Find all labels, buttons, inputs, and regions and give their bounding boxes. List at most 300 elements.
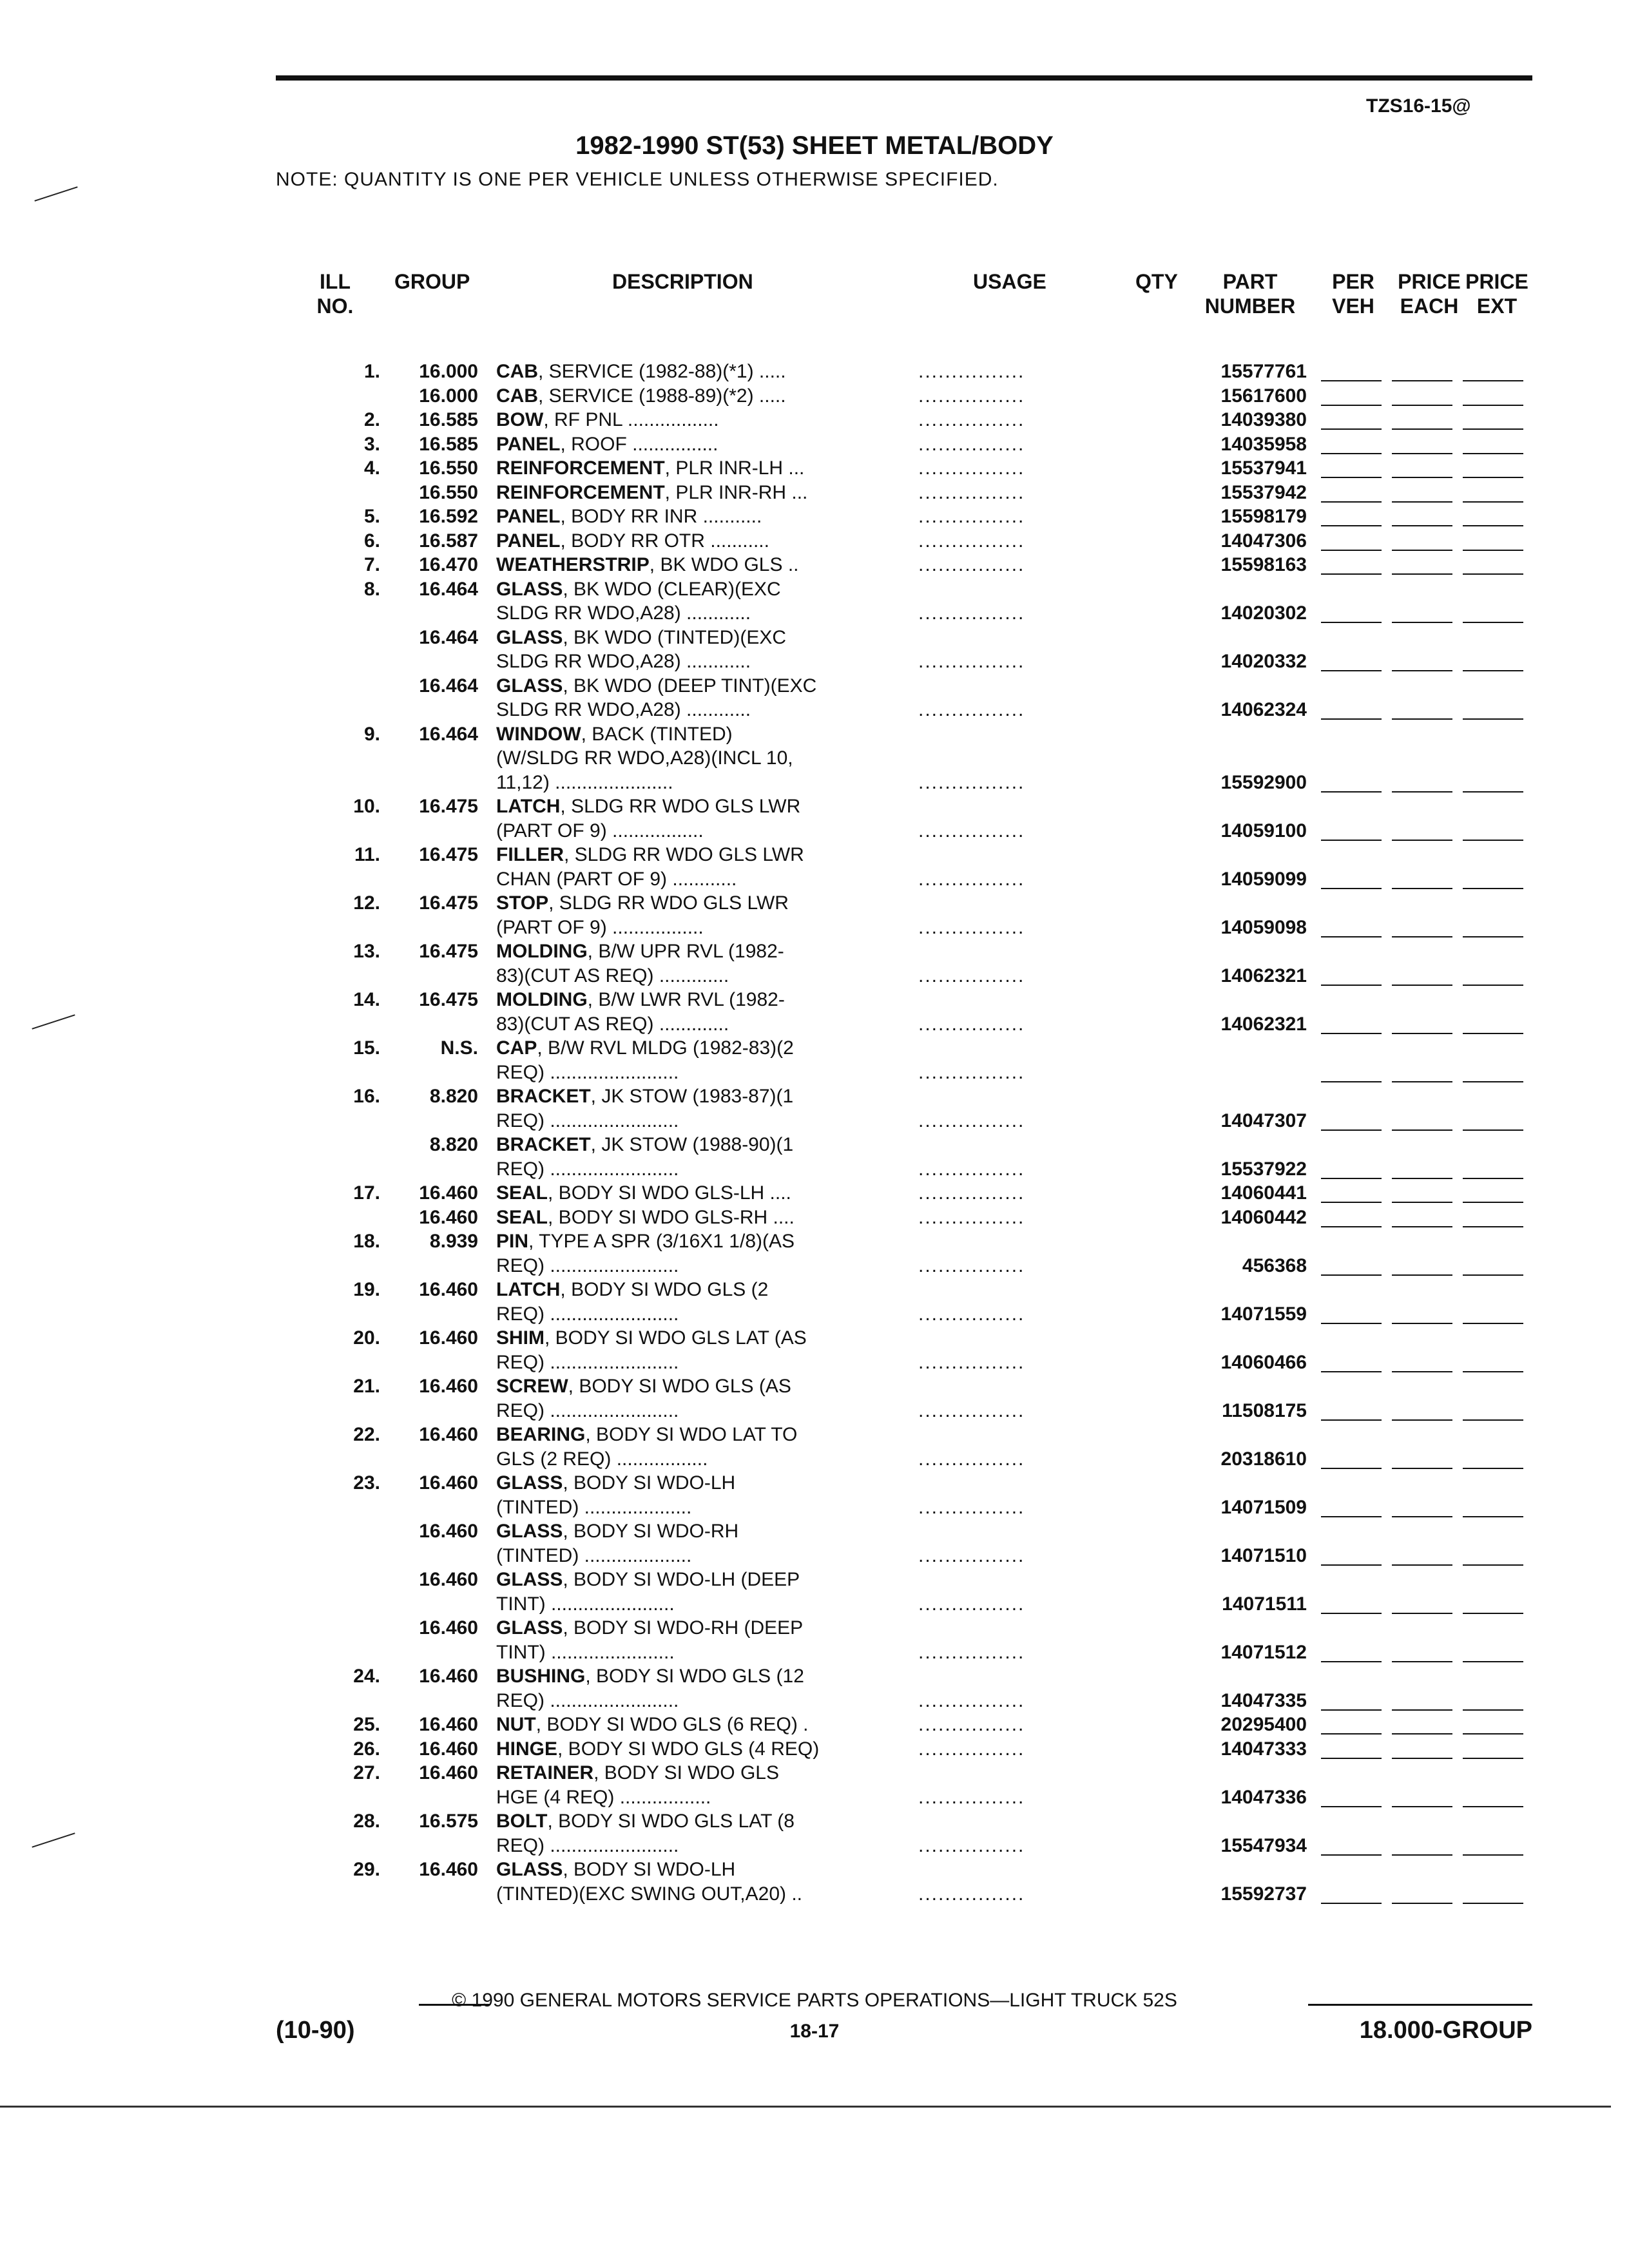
price-each-blank[interactable] [1392, 1882, 1452, 1904]
description-line: BEARING, BODY SI WDO LAT TO [496, 1424, 798, 1445]
part-number: 14071512 [1220, 1641, 1307, 1663]
ill-number: 17. [353, 1182, 380, 1204]
group-code: 16.464 [419, 723, 478, 745]
part-number: 15547934 [1220, 1834, 1307, 1856]
ill-number: 14. [353, 989, 380, 1010]
table-row [0, 360, 1629, 384]
part-number: 15577761 [1220, 361, 1307, 382]
group-code: 16.460 [419, 1424, 478, 1445]
part-number: 14059100 [1220, 820, 1307, 841]
description-line: STOP, SLDG RR WDO GLS LWR [496, 892, 789, 914]
usage-dots: ................ [918, 1303, 1025, 1325]
group-code: 8.939 [429, 1231, 478, 1252]
part-name: FILLER [496, 844, 564, 865]
per-veh-blank[interactable] [1321, 553, 1382, 575]
per-veh-blank[interactable] [1321, 867, 1382, 889]
ill-number: 25. [353, 1714, 380, 1735]
ill-number: 4. [363, 457, 380, 479]
description-line: REQ) ........................ [496, 1158, 679, 1180]
usage-dots: ................ [918, 1254, 1025, 1276]
group-code: 16.460 [419, 1859, 478, 1880]
price-ext-blank[interactable] [1463, 1350, 1523, 1372]
ill-number: 18. [353, 1231, 380, 1252]
description-line: PANEL, BODY RR INR ........... [496, 506, 762, 527]
ill-number: 11. [354, 844, 380, 865]
description-line: PANEL, ROOF ................ [496, 433, 718, 455]
ill-number: 7. [363, 554, 380, 575]
price-ext-blank[interactable] [1463, 1737, 1523, 1759]
group-code: 16.475 [419, 989, 478, 1010]
per-veh-blank[interactable] [1321, 384, 1382, 406]
table-row [0, 1616, 1629, 1664]
price-each-blank[interactable] [1392, 529, 1452, 551]
price-each-blank[interactable] [1392, 867, 1452, 889]
group-code: 16.460 [419, 1376, 478, 1397]
description-line: BUSHING, BODY SI WDO GLS (12 [496, 1666, 804, 1687]
margin-mark [34, 186, 77, 202]
description-line: SCREW, BODY SI WDO GLS (AS [496, 1376, 791, 1397]
part-name: MOLDING [496, 989, 588, 1010]
description-line: CAB, SERVICE (1988-89)(*2) ..... [496, 385, 786, 407]
group-code: 16.460 [419, 1617, 478, 1639]
usage-dots: ................ [918, 1786, 1025, 1808]
part-name: SEAL [496, 1206, 548, 1228]
description-line: TINT) ....................... [496, 1593, 675, 1615]
part-name: LATCH [496, 1279, 561, 1300]
ill-number: 13. [353, 941, 380, 962]
price-each-blank[interactable] [1392, 1302, 1452, 1324]
price-each-blank[interactable] [1392, 1157, 1452, 1179]
description-line: HINGE, BODY SI WDO GLS (4 REQ) [496, 1738, 820, 1760]
part-name: PANEL [496, 530, 561, 552]
ill-number: 21. [353, 1376, 380, 1397]
price-ext-blank[interactable] [1463, 1882, 1523, 1904]
table-row [0, 456, 1629, 481]
table-row [0, 1519, 1629, 1568]
per-veh-blank[interactable] [1321, 771, 1382, 793]
price-each-blank[interactable] [1392, 384, 1452, 406]
group-code: 16.550 [419, 457, 478, 479]
usage-dots: ................ [918, 385, 1025, 407]
per-veh-blank[interactable] [1321, 408, 1382, 430]
table-row [0, 1206, 1629, 1230]
price-each-blank[interactable] [1392, 1399, 1452, 1421]
description-line: LATCH, SLDG RR WDO GLS LWR [496, 796, 801, 817]
description-line: PIN, TYPE A SPR (3/16X1 1/8)(AS [496, 1231, 795, 1252]
part-name: RETAINER [496, 1762, 594, 1783]
parts-table [0, 360, 1629, 1906]
per-veh-blank[interactable] [1321, 360, 1382, 381]
per-veh-blank[interactable] [1321, 964, 1382, 986]
price-ext-blank[interactable] [1463, 384, 1523, 406]
col-ill: ILL NO. [316, 270, 354, 318]
per-veh-blank[interactable] [1321, 1206, 1382, 1227]
part-number: 14060466 [1220, 1351, 1307, 1373]
part-name: HINGE [496, 1738, 558, 1760]
description-line: 83)(CUT AS REQ) ............. [496, 965, 729, 986]
price-ext-blank[interactable] [1463, 481, 1523, 503]
price-each-blank[interactable] [1392, 1689, 1452, 1711]
part-number: 14047306 [1220, 530, 1307, 552]
col-qty: QTY [1135, 270, 1178, 293]
description-line: PANEL, BODY RR OTR ........... [496, 530, 769, 552]
table-row [0, 794, 1629, 843]
group-code: 16.460 [419, 1738, 478, 1760]
price-ext-blank[interactable] [1463, 1254, 1523, 1276]
part-name: SCREW [496, 1376, 568, 1397]
price-ext-blank[interactable] [1463, 867, 1523, 889]
usage-dots: ................ [918, 1738, 1025, 1760]
price-each-blank[interactable] [1392, 601, 1452, 623]
table-row [0, 1471, 1629, 1519]
part-number: 15592900 [1220, 771, 1307, 793]
table-row [0, 1568, 1629, 1616]
per-veh-blank[interactable] [1321, 1061, 1382, 1082]
price-each-blank[interactable] [1392, 456, 1452, 478]
price-ext-blank[interactable] [1463, 649, 1523, 671]
price-each-blank[interactable] [1392, 1834, 1452, 1856]
price-each-blank[interactable] [1392, 1447, 1452, 1469]
part-number: 11508175 [1222, 1399, 1307, 1421]
per-veh-blank[interactable] [1321, 1399, 1382, 1421]
per-veh-blank[interactable] [1321, 916, 1382, 937]
per-veh-blank[interactable] [1321, 819, 1382, 841]
price-ext-blank[interactable] [1463, 505, 1523, 526]
ill-number: 22. [353, 1424, 380, 1445]
ill-number: 3. [363, 433, 380, 455]
part-number: 14071559 [1220, 1303, 1307, 1325]
per-veh-blank[interactable] [1321, 1689, 1382, 1711]
price-ext-blank[interactable] [1463, 1592, 1523, 1614]
per-veh-blank[interactable] [1321, 698, 1382, 720]
price-ext-blank[interactable] [1463, 432, 1523, 454]
description-line: GLS (2 REQ) ................. [496, 1448, 708, 1470]
description-line: GLASS, BODY SI WDO-RH (DEEP [496, 1617, 804, 1639]
per-veh-blank[interactable] [1321, 1785, 1382, 1807]
group-code: 16.460 [419, 1714, 478, 1735]
per-veh-blank[interactable] [1321, 1592, 1382, 1614]
table-row [0, 1737, 1629, 1762]
part-number: 456368 [1242, 1254, 1307, 1276]
price-ext-blank[interactable] [1463, 698, 1523, 720]
price-each-blank[interactable] [1392, 1109, 1452, 1131]
usage-dots: ................ [918, 1399, 1025, 1421]
price-ext-blank[interactable] [1463, 408, 1523, 430]
price-ext-blank[interactable] [1463, 1447, 1523, 1469]
price-each-blank[interactable] [1392, 553, 1452, 575]
group-code: 8.820 [429, 1134, 478, 1155]
group-code: 16.470 [419, 554, 478, 575]
per-veh-blank[interactable] [1321, 1109, 1382, 1131]
price-ext-blank[interactable] [1463, 916, 1523, 937]
price-each-blank[interactable] [1392, 1544, 1452, 1566]
description-line: BRACKET, JK STOW (1983-87)(1 [496, 1086, 794, 1107]
description-line: BOLT, BODY SI WDO GLS LAT (8 [496, 1811, 795, 1832]
description-line: MOLDING, B/W LWR RVL (1982- [496, 989, 785, 1010]
table-row [0, 1761, 1629, 1809]
per-veh-blank[interactable] [1321, 1157, 1382, 1179]
price-each-blank[interactable] [1392, 1592, 1452, 1614]
price-ext-blank[interactable] [1463, 1834, 1523, 1856]
description-line: HGE (4 REQ) ................. [496, 1786, 711, 1808]
per-veh-blank[interactable] [1321, 1834, 1382, 1856]
table-row [0, 1809, 1629, 1858]
per-veh-blank[interactable] [1321, 1350, 1382, 1372]
description-line: SEAL, BODY SI WDO GLS-RH .... [496, 1206, 795, 1228]
description-line: WINDOW, BACK (TINTED) [496, 723, 733, 745]
description-line: RETAINER, BODY SI WDO GLS [496, 1762, 779, 1783]
ill-number: 29. [353, 1859, 380, 1880]
part-name: SEAL [496, 1182, 548, 1204]
part-number: 14071510 [1220, 1544, 1307, 1566]
group-code: 16.460 [419, 1569, 478, 1590]
price-ext-blank[interactable] [1463, 1012, 1523, 1034]
description-line: REQ) ........................ [496, 1834, 679, 1856]
copyright-line: © 1990 GENERAL MOTORS SERVICE PARTS OPERATIONS—LIGHT TRUCK 52S [452, 1990, 1177, 2011]
part-name: GLASS [496, 675, 563, 697]
price-ext-blank[interactable] [1463, 819, 1523, 841]
per-veh-blank[interactable] [1321, 601, 1382, 623]
usage-dots: ................ [918, 1013, 1025, 1035]
per-veh-blank[interactable] [1321, 529, 1382, 551]
table-row [0, 674, 1629, 722]
price-each-blank[interactable] [1392, 360, 1452, 381]
usage-dots: ................ [918, 1061, 1025, 1083]
per-veh-blank[interactable] [1321, 1181, 1382, 1203]
ill-number: 5. [363, 506, 380, 527]
usage-dots: ................ [918, 1206, 1025, 1228]
price-each-blank[interactable] [1392, 1640, 1452, 1662]
price-ext-blank[interactable] [1463, 1061, 1523, 1082]
usage-dots: ................ [918, 1714, 1025, 1735]
part-number: 14071509 [1220, 1496, 1307, 1518]
group-code: 16.550 [419, 481, 478, 503]
per-veh-blank[interactable] [1321, 1254, 1382, 1276]
table-row [0, 529, 1629, 553]
ill-number: 6. [363, 530, 380, 552]
usage-dots: ................ [918, 433, 1025, 455]
table-row [0, 939, 1629, 988]
group-code: 16.460 [419, 1206, 478, 1228]
price-each-blank[interactable] [1392, 1785, 1452, 1807]
price-each-blank[interactable] [1392, 916, 1452, 937]
description-line: GLASS, BODY SI WDO-LH [496, 1472, 736, 1494]
part-name: GLASS [496, 578, 563, 600]
per-veh-blank[interactable] [1321, 1302, 1382, 1324]
ill-number: 28. [353, 1811, 380, 1832]
price-each-blank[interactable] [1392, 1737, 1452, 1759]
part-number: 14059099 [1220, 868, 1307, 890]
revision-date: (10-90) [276, 2017, 355, 2044]
usage-dots: ................ [918, 820, 1025, 841]
ill-number: 1. [363, 361, 380, 382]
per-veh-blank[interactable] [1321, 1713, 1382, 1735]
part-name: MOLDING [496, 941, 588, 962]
usage-dots: ................ [918, 1351, 1025, 1373]
description-line: SLDG RR WDO,A28) ............ [496, 651, 751, 672]
table-row [0, 481, 1629, 505]
price-each-blank[interactable] [1392, 1350, 1452, 1372]
per-veh-blank[interactable] [1321, 1640, 1382, 1662]
per-veh-blank[interactable] [1321, 432, 1382, 454]
description-line: SLDG RR WDO,A28) ............ [496, 699, 751, 720]
group-code: 16.464 [419, 675, 478, 697]
price-each-blank[interactable] [1392, 408, 1452, 430]
ill-number: 27. [353, 1762, 380, 1783]
description-line: REQ) ........................ [496, 1061, 679, 1083]
price-ext-blank[interactable] [1463, 1544, 1523, 1566]
price-ext-blank[interactable] [1463, 1713, 1523, 1735]
part-name: GLASS [496, 1617, 563, 1639]
usage-dots: ................ [918, 868, 1025, 890]
table-row [0, 1326, 1629, 1374]
usage-dots: ................ [918, 1593, 1025, 1615]
table-row [0, 408, 1629, 432]
usage-dots: ................ [918, 554, 1025, 575]
price-ext-blank[interactable] [1463, 553, 1523, 575]
description-line: NUT, BODY SI WDO GLS (6 REQ) . [496, 1714, 809, 1735]
per-veh-blank[interactable] [1321, 505, 1382, 526]
part-name: BOLT [496, 1811, 548, 1832]
part-name: BRACKET [496, 1134, 591, 1155]
price-each-blank[interactable] [1392, 1495, 1452, 1517]
usage-dots: ................ [918, 1158, 1025, 1180]
table-row [0, 1229, 1629, 1278]
part-name: WINDOW [496, 723, 581, 745]
price-ext-blank[interactable] [1463, 360, 1523, 381]
usage-dots: ................ [918, 602, 1025, 624]
table-row [0, 1713, 1629, 1737]
price-ext-blank[interactable] [1463, 1640, 1523, 1662]
part-name: PANEL [496, 506, 561, 527]
price-ext-blank[interactable] [1463, 456, 1523, 478]
per-veh-blank[interactable] [1321, 649, 1382, 671]
description-line: REQ) ........................ [496, 1399, 679, 1421]
description-line: MOLDING, B/W UPR RVL (1982- [496, 941, 784, 962]
description-line: BOW, RF PNL ................. [496, 409, 719, 430]
per-veh-blank[interactable] [1321, 1447, 1382, 1469]
group-code: 16.460 [419, 1182, 478, 1204]
table-row [0, 384, 1629, 408]
price-each-blank[interactable] [1392, 771, 1452, 793]
price-ext-blank[interactable] [1463, 1785, 1523, 1807]
per-veh-blank[interactable] [1321, 1737, 1382, 1759]
description-line: WEATHERSTRIP, BK WDO GLS .. [496, 554, 799, 575]
part-name: GLASS [496, 1521, 563, 1542]
part-name: CAP [496, 1037, 537, 1059]
part-number: 14039380 [1220, 409, 1307, 430]
price-each-blank[interactable] [1392, 649, 1452, 671]
group-code: 16.464 [419, 578, 478, 600]
per-veh-blank[interactable] [1321, 1882, 1382, 1904]
price-ext-blank[interactable] [1463, 601, 1523, 623]
price-each-blank[interactable] [1392, 1061, 1452, 1082]
per-veh-blank[interactable] [1321, 1012, 1382, 1034]
part-name: PIN [496, 1231, 529, 1252]
price-each-blank[interactable] [1392, 1012, 1452, 1034]
usage-dots: ................ [918, 1110, 1025, 1131]
price-ext-blank[interactable] [1463, 1399, 1523, 1421]
usage-dots: ................ [918, 699, 1025, 720]
ill-number: 16. [353, 1086, 380, 1107]
price-ext-blank[interactable] [1463, 1109, 1523, 1131]
price-ext-blank[interactable] [1463, 964, 1523, 986]
ill-number: 26. [353, 1738, 380, 1760]
table-row [0, 843, 1629, 891]
price-each-blank[interactable] [1392, 1206, 1452, 1227]
description-line: (TINTED) .................... [496, 1496, 692, 1518]
per-veh-blank[interactable] [1321, 456, 1382, 478]
col-group: GROUP [394, 270, 470, 293]
ill-number: 9. [363, 723, 380, 745]
description-line: LATCH, BODY SI WDO GLS (2 [496, 1279, 769, 1300]
part-number: 14020302 [1220, 602, 1307, 624]
table-row [0, 1181, 1629, 1206]
price-ext-blank[interactable] [1463, 771, 1523, 793]
part-number: 14062324 [1220, 699, 1307, 720]
part-name: WEATHERSTRIP [496, 554, 650, 575]
part-name: BEARING [496, 1424, 586, 1445]
price-each-blank[interactable] [1392, 1181, 1452, 1203]
part-name: BOW [496, 409, 544, 430]
price-each-blank[interactable] [1392, 1713, 1452, 1735]
part-name: GLASS [496, 1569, 563, 1590]
per-veh-blank[interactable] [1321, 481, 1382, 503]
price-ext-blank[interactable] [1463, 1181, 1523, 1203]
col-price-ext: PRICE EXT [1465, 270, 1528, 318]
part-number: 15537922 [1220, 1158, 1307, 1180]
price-each-blank[interactable] [1392, 698, 1452, 720]
part-name: REINFORCEMENT [496, 457, 665, 479]
price-ext-blank[interactable] [1463, 1302, 1523, 1324]
usage-dots: ................ [918, 530, 1025, 552]
part-number: 14035958 [1220, 433, 1307, 455]
price-each-blank[interactable] [1392, 964, 1452, 986]
usage-dots: ................ [918, 409, 1025, 430]
usage-dots: ................ [918, 457, 1025, 479]
table-row [0, 722, 1629, 795]
price-ext-blank[interactable] [1463, 1206, 1523, 1227]
price-ext-blank[interactable] [1463, 529, 1523, 551]
group-code: N.S. [440, 1037, 478, 1059]
usage-dots: ................ [918, 1689, 1025, 1711]
price-each-blank[interactable] [1392, 819, 1452, 841]
page-title: 1982-1990 ST(53) SHEET METAL/BODY [575, 131, 1054, 160]
description-line: TINT) ....................... [496, 1641, 675, 1663]
price-each-blank[interactable] [1392, 505, 1452, 526]
part-name: BRACKET [496, 1086, 591, 1107]
bottom-rule [0, 2106, 1611, 2108]
price-each-blank[interactable] [1392, 432, 1452, 454]
usage-dots: ................ [918, 506, 1025, 527]
group-code: 16.000 [419, 361, 478, 382]
price-ext-blank[interactable] [1463, 1157, 1523, 1179]
table-row [0, 1278, 1629, 1326]
price-ext-blank[interactable] [1463, 1689, 1523, 1711]
per-veh-blank[interactable] [1321, 1495, 1382, 1517]
price-ext-blank[interactable] [1463, 1495, 1523, 1517]
part-name: NUT [496, 1714, 536, 1735]
price-each-blank[interactable] [1392, 1254, 1452, 1276]
description-line: (PART OF 9) ................. [496, 820, 704, 841]
ill-number: 19. [353, 1279, 380, 1300]
group-code: 16.475 [419, 844, 478, 865]
per-veh-blank[interactable] [1321, 1544, 1382, 1566]
description-line: GLASS, BODY SI WDO-LH [496, 1859, 736, 1880]
table-row [0, 1036, 1629, 1084]
price-each-blank[interactable] [1392, 481, 1452, 503]
description-line: CAP, B/W RVL MLDG (1982-83)(2 [496, 1037, 794, 1059]
